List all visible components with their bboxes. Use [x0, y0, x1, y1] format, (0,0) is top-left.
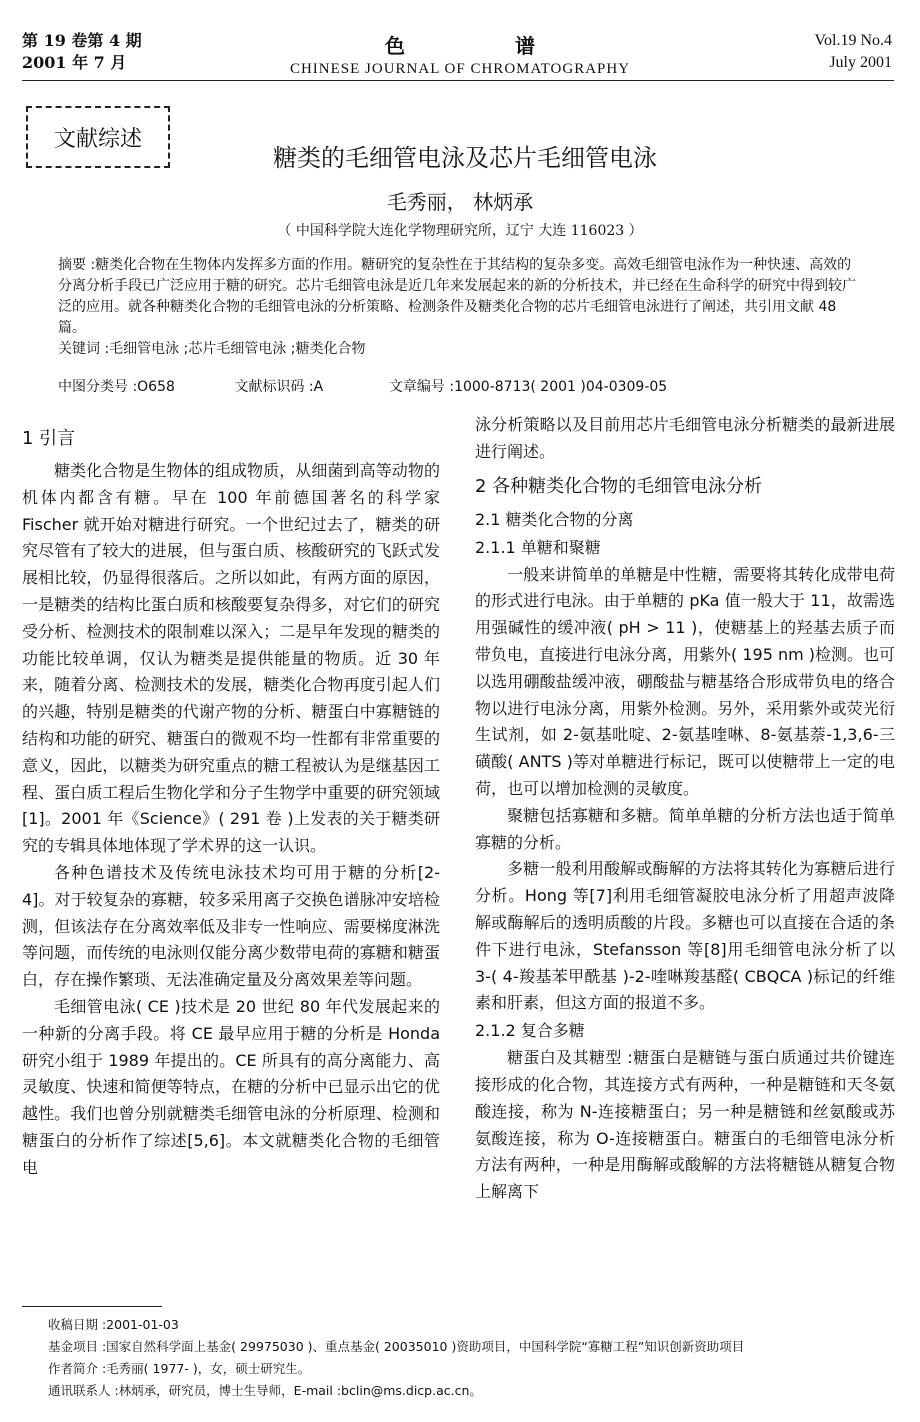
right-column: [475, 412, 895, 1206]
fund-info: 基金项目 :国家自然科学面上基金( 29975030 )、重点基金( 20035010 )资助项目，中国科学院“寡糖工程”知识创新资助项目: [48, 1339, 745, 1354]
footnotes: [48, 1314, 744, 1402]
classification-row: [58, 376, 667, 396]
abstract-block: [58, 255, 862, 360]
paragraph: 聚糖包括寡糖和多糖。简单单糖的分析方法也适于简单寡糖的分析。: [475, 805, 895, 852]
received-date: 收稿日期 :2001-01-03: [48, 1317, 179, 1332]
section-label: 文献综述: [26, 106, 170, 168]
article-number: 文章编号 :1000-8713( 2001 )04-0309-05: [388, 379, 668, 395]
journal-name-cn: 色谱: [385, 34, 645, 58]
section-heading-2-1-1: 2.1.1 单糖和聚糖: [475, 537, 601, 557]
section-heading-2-1-2: 2.1.2 复合多糖: [475, 1021, 585, 1041]
article-title: 糖类的毛细管电泳及芯片毛细管电泳: [273, 144, 657, 172]
contact-info: 通讯联系人 :林炳承，研究员，博士生导师，E-mail :bclin@ms.dicp.ac.cn。: [48, 1383, 482, 1398]
paragraph: 泳分析策略以及目前用芯片毛细管电泳分析糖类的最新进展进行阐述。: [475, 415, 895, 461]
issue-number-en: Vol.19 No.4: [814, 32, 892, 49]
issue-date-cn: 2001 年 7 月: [22, 53, 127, 72]
author-bio: 作者简介 :毛秀丽( 1977- )，女，硕士研究生。: [48, 1361, 311, 1376]
section-heading-2-1: 2.1 糖类化合物的分离: [475, 509, 634, 529]
paragraph: 各种色谱技术及传统电泳技术均可用于糖的分析[2-4]。对于较复杂的寡糖，较多采用离子交换色谱脉冲安培检测，但该法存在分离效率低及非专一性响应、需要梯度淋洗等问题，而传统的电泳则仅能分离少数带电荷的寡糖和糖蛋白，存在操作繁琐、无法准确定量及分离效果差等问题。: [22, 862, 440, 990]
journal-name-en: CHINESE JOURNAL OF CHROMATOGRAPHY: [289, 61, 631, 77]
paragraph: 毛细管电泳( CE )技术是 20 世纪 80 年代发展起来的一种新的分离手段。将 CE 最早应用于糖的分析是 Honda 研究小组于 1989 年提出的。CE 所具有的高分离能力、高灵敏度、快速和简便等特点，在糖的分析中已显示出它的优越性。我们也曾分别就糖类毛细管电泳的分析原理、检测和糖蛋白的分析作了综述[5,6]。本文就糖类化合物的毛细管电: [22, 996, 440, 1177]
paragraph: 一般来讲简单的单糖是中性糖，需要将其转化成带电荷的形式进行电泳。由于单糖的 pKa 值一般大于 11，故需选用强碱性的缓冲液( pH > 11 )，使糖基上的羟基去质子而带负电，直接进行电泳分离，用紫外( 195 nm )检测。也可以选用硼酸盐缓冲液，硼酸盐与糖基络合形成带负电的络合物以进行电泳分离，用紫外检测。另外，采用紫外或荧光衍生试剂，如 2-氨基吡啶、2-氨基喹啉、8-氨基萘-1,3,6-三磺酸( ANTS )等对单糖进行标记，既可以使糖带上一定的电荷，也可以增加检测的灵敏度。: [475, 564, 896, 798]
affiliation: （ 中国科学院大连化学物理研究所，辽宁 大连 116023 ）: [277, 223, 643, 239]
section-heading-2: 2 各种糖类化合物的毛细管电泳分析: [475, 475, 763, 497]
authors: 毛秀丽， 林炳承: [386, 190, 534, 214]
issue-info-en: [815, 30, 893, 74]
paragraph: 糖蛋白及其糖型 :糖蛋白是糖链与蛋白质通过共价键连接形成的化合物，其连接方式有两种，一种是糖链和天冬氨酸连接，称为 N-连接糖蛋白；另一种是糖链和丝氨酸或苏氨酸连接，称为 O-连接糖蛋白。糖蛋白的毛细管电泳分析方法有两种，一种是用酶解或酸解的方法将糖链从糖复合物上解离下: [475, 1048, 895, 1202]
paragraph: 多糖一般利用酸解或酶解的方法将其转化为寡糖后进行分析。Hong 等[7]利用毛细管凝胶电泳分析了用超声波降解或酶解后的透明质酸的片段。多糖也可以直接在合适的条件下进行电泳，Stefansson 等[8]用毛细管电泳分析了以 3-( 4-羧基苯甲酰基 )-2-喹啉羧基醛( CBQCA )标记的纤维素和肝素，但这方面的报道不多。: [475, 859, 895, 1013]
footnote-rule: [22, 1306, 162, 1307]
abstract: 摘要 :糖类化合物在生物体内发挥多方面的作用。糖研究的复杂性在于其结构的复杂多变。高效毛细管电泳作为一种快速、高效的分离分析手段已广泛应用于糖的研究。芯片毛细管电泳是近几年来发展起来的新的分析技术，并已经在生命科学的研究中得到较广泛的应用。就各种糖类化合物的毛细管电泳的分析策略、检测条件及糖类化合物的芯片毛细管电泳进行了阐述，共引用文献 48 篇。: [58, 257, 856, 336]
left-column: [22, 418, 440, 1182]
issue-date-en: July 2001: [829, 54, 892, 71]
issue-number-cn: 第 19 卷第 4 期: [22, 31, 142, 50]
keywords: 关键词 :毛细管电泳 ;芯片毛细管电泳 ;糖类化合物: [58, 341, 366, 357]
paragraph: 糖类化合物是生物体的组成物质，从细菌到高等动物的机体内都含有糖。早在 100 年前德国著名的科学家 Fischer 就开始对糖进行研究。一个世纪过去了，糖类的研究尽管有了较大的进展，但与蛋白质、核酸研究的飞跃式发展相比较，仍显得很落后。之所以如此，有两方面的原因，一是糖类的结构比蛋白质和核酸要复杂得多，对它们的研究受分析、检测技术的限制难以深入；二是早年发现的糖类的功能比较单调，仅认为糖类是提供能量的物质。近 30 年来，随着分离、检测技术的发展，糖类化合物再度引起人们的兴趣，特别是糖类的代谢产物的分析、糖蛋白中寡糖链的结构和功能的研究、糖蛋白的微观不均一性都有非常重要的意义，因此，以糖类为研究重点的糖工程被认为是继基因工程、蛋白质工程后生物化学和分子生物学中重要的研究领域[1]。2001 年《Science》( 291 卷 )上发表的关于糖类研究的专辑具体地体现了学术界的这一认识。: [22, 461, 440, 856]
document-code: 文献标识码 :A: [234, 379, 324, 395]
clc-number: 中图分类号 :O658: [58, 379, 175, 395]
section-heading-intro: 1 引言: [22, 428, 76, 449]
journal-header: [0, 30, 920, 78]
header-rule: [22, 80, 894, 81]
